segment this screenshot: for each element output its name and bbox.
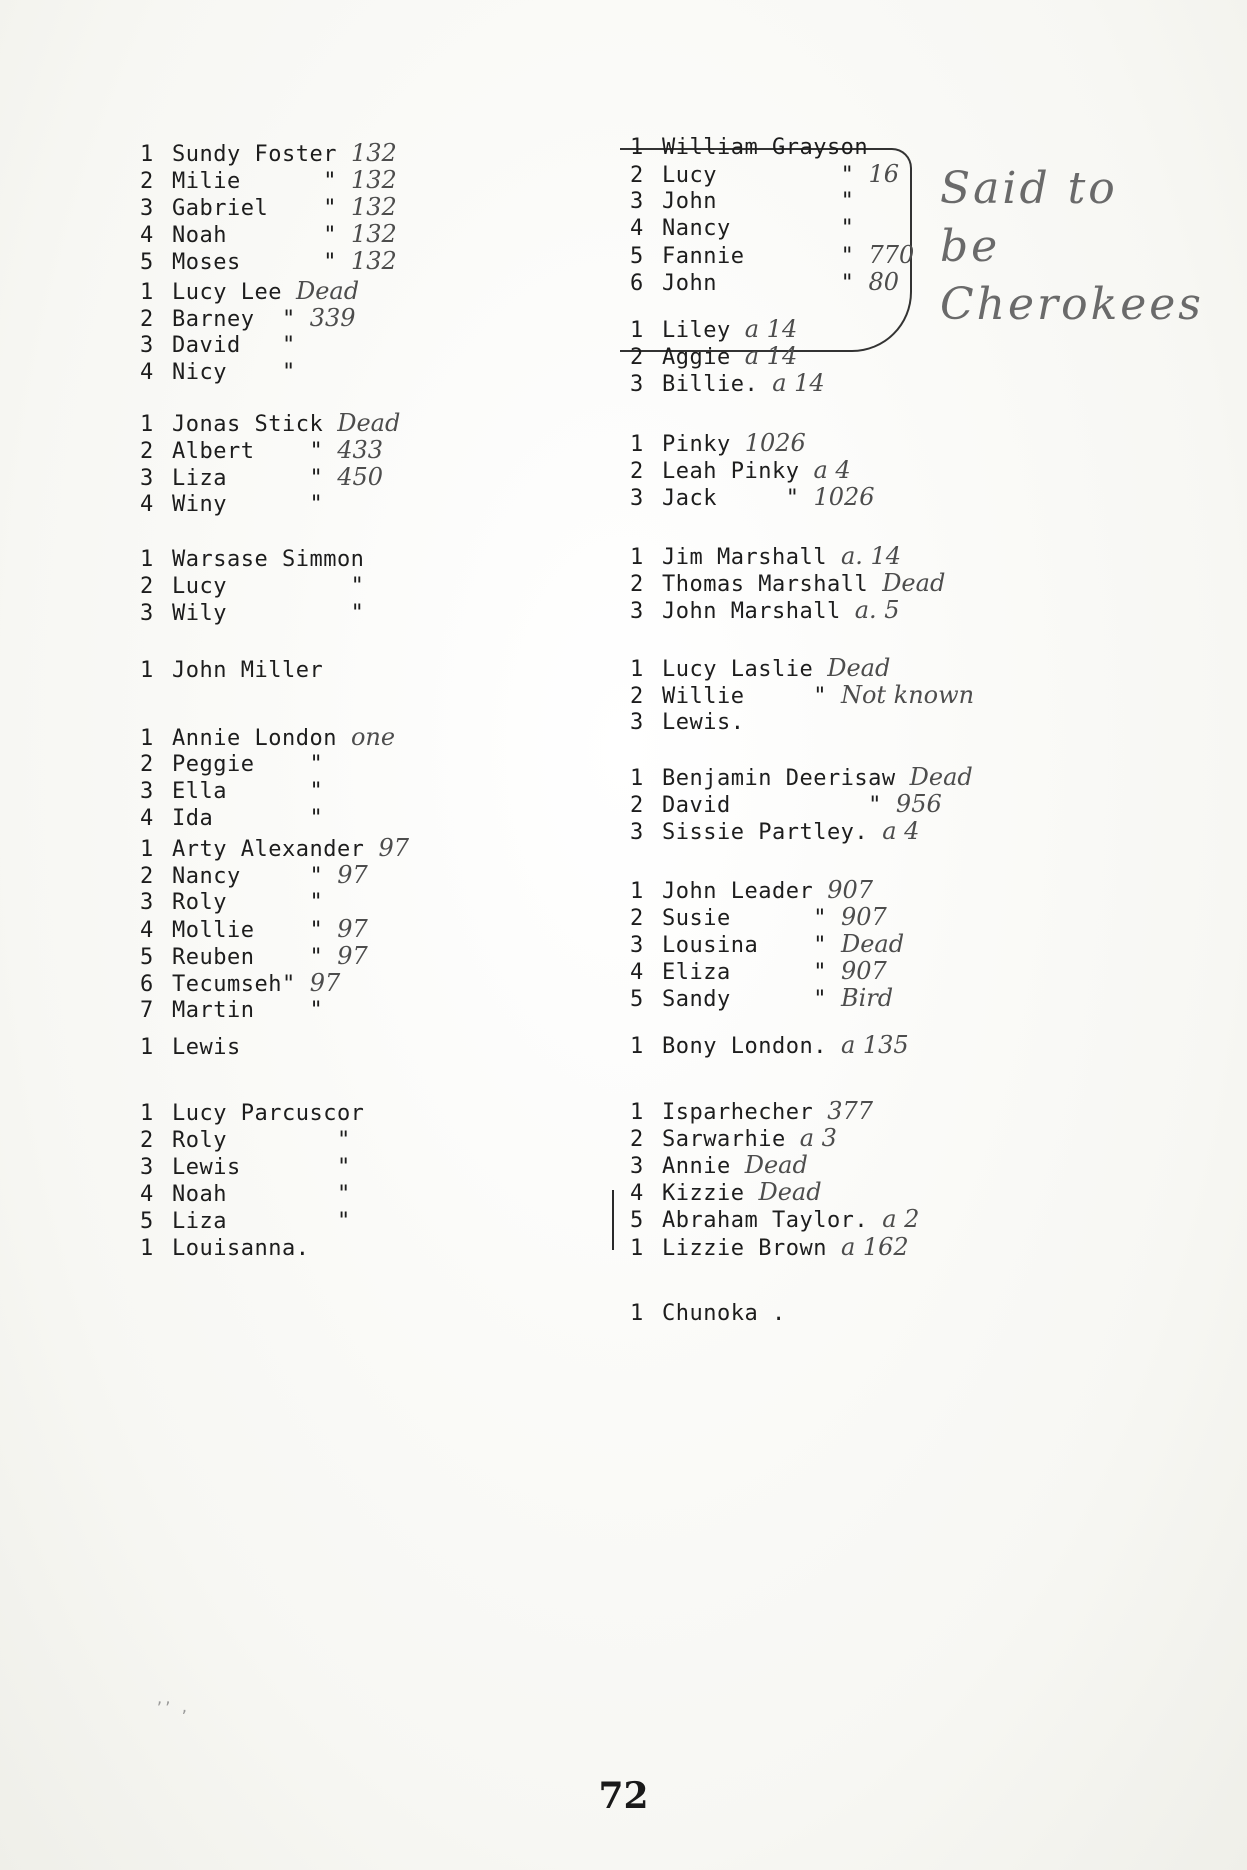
entry-number: 2	[630, 459, 644, 484]
handwritten-note: 339	[309, 304, 356, 332]
family-group	[630, 1234, 909, 1261]
entry-number: 4	[140, 1182, 154, 1207]
roll-entry	[140, 573, 364, 600]
entry-number: 2	[140, 864, 154, 889]
entry-number: 2	[140, 1128, 154, 1153]
person-name: Lousina "	[662, 933, 827, 958]
handwritten-note: 907	[840, 903, 887, 931]
entry-number: 3	[140, 333, 154, 358]
handwritten-note: Dead	[744, 1151, 808, 1179]
roll-entry	[140, 1034, 241, 1061]
person-name: Wily "	[172, 601, 365, 626]
person-name: Nicy "	[172, 360, 296, 385]
person-name: Arty Alexander	[172, 837, 365, 862]
roll-entry	[140, 943, 409, 970]
person-name: Lucy "	[662, 163, 855, 188]
family-group	[140, 1235, 309, 1262]
roll-entry	[630, 904, 904, 931]
handwritten-note: 16	[868, 160, 899, 188]
entry-number: 3	[140, 779, 154, 804]
entry-number: 5	[630, 987, 644, 1012]
person-name: William Grayson	[662, 135, 869, 160]
person-name: Milie "	[172, 169, 337, 194]
roll-entry	[140, 889, 409, 916]
entry-number: 7	[140, 998, 154, 1023]
family-group	[630, 1300, 786, 1327]
roll-entry	[630, 958, 904, 985]
roll-entry	[630, 457, 875, 484]
entry-number: 1	[630, 135, 644, 160]
entry-number: 3	[630, 599, 644, 624]
entry-number: 2	[630, 793, 644, 818]
entry-number: 4	[140, 360, 154, 385]
roll-entry	[630, 316, 825, 343]
person-name: Reuben "	[172, 945, 324, 970]
roll-entry	[630, 430, 875, 457]
roll-entry	[140, 805, 395, 832]
entry-number: 1	[630, 1301, 644, 1326]
person-name: Nancy "	[172, 864, 324, 889]
family-group	[630, 877, 904, 1012]
entry-number: 6	[140, 972, 154, 997]
roll-entry	[140, 1235, 309, 1262]
family-group	[140, 278, 359, 386]
roll-entry	[630, 343, 825, 370]
person-name: John Miller	[172, 658, 324, 683]
roll-entry	[140, 1127, 364, 1154]
entry-number: 1	[140, 280, 154, 305]
person-name: Jack "	[662, 486, 800, 511]
handwritten-note: 97	[337, 861, 368, 889]
entry-number: 1	[140, 1101, 154, 1126]
handwritten-note: Dead	[909, 763, 973, 791]
roll-entry	[630, 931, 904, 958]
person-name: Martin "	[172, 998, 324, 1023]
entry-number: 4	[140, 806, 154, 831]
roll-entry	[140, 410, 400, 437]
handwritten-note: 132	[350, 220, 397, 248]
person-name: John Marshall	[662, 599, 841, 624]
family-group	[630, 764, 973, 845]
roll-entry	[140, 724, 395, 751]
person-name: Billie.	[662, 372, 759, 397]
entry-number: 5	[140, 250, 154, 275]
roll-entry	[630, 1032, 909, 1059]
handwritten-note: 97	[309, 969, 341, 997]
person-name: Isparhecher	[662, 1100, 814, 1125]
entry-number: 3	[630, 1154, 644, 1179]
person-name: Jim Marshall	[662, 545, 827, 570]
handwritten-note: 132	[350, 139, 397, 167]
person-name: Leah Pinky	[662, 459, 800, 484]
family-group	[630, 543, 945, 624]
roll-entry	[140, 437, 400, 464]
roll-entry	[630, 1206, 919, 1233]
roll-entry	[140, 970, 409, 997]
entry-number: 4	[140, 918, 154, 943]
person-name: Aggie	[662, 345, 731, 370]
handwritten-note: Dead	[758, 1178, 822, 1206]
roll-entry	[140, 600, 364, 627]
roll-entry	[630, 1234, 909, 1261]
entry-number: 2	[630, 345, 644, 370]
entry-number: 2	[140, 169, 154, 194]
roll-entry	[140, 305, 359, 332]
entry-number: 5	[140, 1209, 154, 1234]
handwritten-note: a 3	[799, 1124, 837, 1152]
person-name: Willie "	[662, 684, 827, 709]
entry-number: 4	[630, 216, 644, 241]
roll-entry	[630, 682, 974, 709]
roll-entry	[630, 1098, 919, 1125]
entry-number: 4	[630, 960, 644, 985]
family-group	[140, 546, 364, 627]
person-name: Winy "	[172, 492, 324, 517]
person-name: Moses "	[172, 250, 337, 275]
roll-entry	[630, 570, 945, 597]
handwritten-note: a 4	[813, 456, 851, 484]
roll-entry	[140, 835, 409, 862]
left-column	[140, 0, 700, 1870]
person-name: Lewis	[172, 1035, 241, 1060]
handwritten-side-note: Said to be Cherokees	[940, 163, 1204, 330]
person-name: Benjamin Deerisaw	[662, 766, 896, 791]
person-name: Warsase Simmon	[172, 547, 365, 572]
entry-number: 3	[140, 466, 154, 491]
roll-entry	[630, 791, 973, 818]
person-name: Louisanna.	[172, 1236, 310, 1261]
handwritten-note: 1026	[744, 429, 806, 457]
family-group	[140, 410, 400, 518]
person-name: Ida "	[172, 806, 324, 831]
entry-number: 2	[630, 163, 644, 188]
handwritten-note: 770	[868, 241, 915, 269]
person-name: John "	[662, 189, 855, 214]
roll-entry	[630, 1125, 919, 1152]
family-group	[140, 657, 323, 684]
roll-entry	[140, 778, 395, 805]
person-name: Nancy "	[662, 216, 855, 241]
person-name: Lizzie Brown	[662, 1236, 827, 1261]
roll-entry	[630, 1152, 919, 1179]
family-group	[140, 835, 409, 1024]
person-name: Tecumseh"	[172, 972, 296, 997]
person-name: Roly "	[172, 1128, 351, 1153]
margin-pencil-stroke	[612, 1190, 614, 1250]
person-name: Gabriel "	[172, 196, 337, 221]
roll-entry	[140, 1100, 364, 1127]
person-name: Kizzie	[662, 1181, 745, 1206]
person-name: Lucy Parcuscor	[172, 1101, 365, 1126]
entry-number: 2	[630, 572, 644, 597]
handwritten-note: 97	[378, 834, 409, 862]
family-group	[630, 316, 825, 397]
roll-entry	[630, 818, 973, 845]
person-name: Sarwarhie	[662, 1127, 786, 1152]
entry-number: 1	[140, 1035, 154, 1060]
entry-number: 3	[630, 189, 644, 214]
roll-entry	[140, 167, 397, 194]
handwritten-note: one	[350, 723, 396, 751]
handwritten-note: 907	[840, 957, 887, 985]
entry-number: 3	[630, 820, 644, 845]
person-name: Mollie "	[172, 918, 324, 943]
roll-entry	[140, 140, 397, 167]
person-name: Thomas Marshall	[662, 572, 869, 597]
entry-number: 1	[140, 726, 154, 751]
person-name: Lewis.	[662, 710, 745, 735]
roll-entry	[140, 546, 364, 573]
entry-number: 5	[630, 244, 644, 269]
handwritten-note: 80	[868, 268, 899, 296]
roll-entry	[630, 215, 914, 242]
person-name: Roly "	[172, 890, 324, 915]
family-group	[630, 430, 875, 511]
roll-entry	[630, 242, 914, 269]
entry-number: 3	[140, 601, 154, 626]
person-name: Bony London.	[662, 1034, 827, 1059]
person-name: John Leader	[662, 879, 814, 904]
handwritten-note: a 2	[882, 1205, 920, 1233]
family-group	[630, 134, 914, 296]
entry-number: 3	[630, 933, 644, 958]
entry-number: 3	[630, 372, 644, 397]
person-name: Sissie Partley.	[662, 820, 869, 845]
entry-number: 1	[630, 1100, 644, 1125]
person-name: Peggie "	[172, 752, 324, 777]
entry-number: 1	[140, 658, 154, 683]
roll-entry	[630, 1179, 919, 1206]
handwritten-note: a 14	[772, 369, 825, 397]
entry-number: 1	[630, 657, 644, 682]
handwritten-note: a 162	[840, 1233, 909, 1261]
roll-entry	[140, 248, 397, 275]
person-name: Annie London	[172, 726, 337, 751]
person-name: David "	[662, 793, 882, 818]
stray-mark: ʼʼ ,	[155, 1700, 189, 1716]
handwritten-note: a 14	[744, 315, 798, 343]
roll-entry	[630, 269, 914, 296]
handwritten-note: Dead	[827, 654, 891, 682]
entry-number: 1	[140, 412, 154, 437]
entry-number: 1	[630, 318, 644, 343]
family-group	[630, 655, 974, 736]
handwritten-note: 132	[350, 247, 397, 275]
person-name: Barney "	[172, 307, 296, 332]
roll-entry	[630, 161, 914, 188]
roll-entry	[140, 1154, 364, 1181]
roll-entry	[140, 997, 409, 1024]
handwritten-note: 907	[827, 876, 874, 904]
handwritten-note: Not known	[840, 681, 975, 709]
entry-number: 3	[140, 890, 154, 915]
handwritten-note: 132	[350, 193, 397, 221]
person-name: Annie	[662, 1154, 731, 1179]
handwritten-note: Dead	[337, 409, 401, 437]
person-name: Abraham Taylor.	[662, 1208, 869, 1233]
entry-number: 4	[140, 223, 154, 248]
person-name: Lucy Lee	[172, 280, 282, 305]
person-name: Fannie "	[662, 244, 855, 269]
handwritten-note: 1026	[813, 483, 875, 511]
roll-entry	[140, 862, 409, 889]
person-name: Liley	[662, 318, 731, 343]
roll-entry	[630, 597, 945, 624]
handwritten-note: a. 14	[840, 542, 902, 570]
family-group	[140, 140, 397, 275]
entry-number: 2	[630, 906, 644, 931]
entry-number: 1	[630, 1034, 644, 1059]
handwritten-note: Dead	[882, 569, 946, 597]
roll-entry	[140, 1181, 364, 1208]
handwritten-note: 97	[337, 915, 368, 943]
roll-entry	[140, 194, 397, 221]
entry-number: 1	[630, 766, 644, 791]
entry-number: 2	[630, 684, 644, 709]
person-name: Pinky	[662, 432, 731, 457]
handwritten-note: 97	[337, 942, 368, 970]
roll-entry	[630, 877, 904, 904]
roll-entry	[630, 1300, 786, 1327]
roll-entry	[630, 484, 875, 511]
person-name: Noah "	[172, 1182, 351, 1207]
roll-entry	[630, 370, 825, 397]
entry-number: 1	[630, 432, 644, 457]
family-group	[630, 1098, 919, 1233]
person-name: John "	[662, 271, 855, 296]
person-name: Susie "	[662, 906, 827, 931]
roll-entry	[140, 657, 323, 684]
family-group	[140, 724, 395, 832]
entry-number: 1	[630, 545, 644, 570]
entry-number: 3	[630, 710, 644, 735]
person-name: Eliza "	[662, 960, 827, 985]
person-name: Ella "	[172, 779, 324, 804]
entry-number: 5	[630, 1208, 644, 1233]
person-name: Chunoka .	[662, 1301, 786, 1326]
entry-number: 1	[140, 837, 154, 862]
roll-entry	[630, 543, 945, 570]
family-group	[630, 1032, 909, 1059]
handwritten-note: 450	[337, 463, 384, 491]
roll-entry	[630, 709, 974, 736]
roll-entry	[630, 764, 973, 791]
entry-number: 2	[140, 439, 154, 464]
entry-number: 1	[140, 547, 154, 572]
entry-number: 1	[140, 142, 154, 167]
entry-number: 2	[630, 1127, 644, 1152]
person-name: Sandy "	[662, 987, 827, 1012]
person-name: Liza "	[172, 1209, 351, 1234]
handwritten-note: a 14	[744, 342, 798, 370]
roll-entry	[630, 188, 914, 215]
handwritten-note: Dead	[840, 930, 905, 958]
handwritten-note: Dead	[295, 277, 360, 305]
family-group	[140, 1100, 364, 1235]
roll-entry	[630, 134, 914, 161]
roll-entry	[140, 464, 400, 491]
roll-entry	[140, 751, 395, 778]
roll-entry	[630, 655, 974, 682]
entry-number: 2	[140, 307, 154, 332]
person-name: Liza "	[172, 466, 324, 491]
person-name: David "	[172, 333, 296, 358]
entry-number: 4	[630, 1181, 644, 1206]
entry-number: 4	[140, 492, 154, 517]
roll-entry	[140, 1208, 364, 1235]
entry-number: 2	[140, 574, 154, 599]
roll-entry	[140, 916, 409, 943]
entry-number: 3	[140, 196, 154, 221]
handwritten-note: 132	[350, 166, 397, 194]
roll-entry	[140, 491, 400, 518]
entry-number: 6	[630, 271, 644, 296]
entry-number: 5	[140, 945, 154, 970]
person-name: Lucy Laslie	[662, 657, 814, 682]
person-name: Sundy Foster	[172, 142, 337, 167]
entry-number: 2	[140, 752, 154, 777]
person-name: Lewis "	[172, 1155, 351, 1180]
handwritten-note: 956	[895, 790, 942, 818]
family-group	[140, 1034, 241, 1061]
handwritten-note: a 4	[882, 817, 920, 845]
roll-entry	[140, 332, 359, 359]
entry-number: 1	[630, 1236, 644, 1261]
person-name: Jonas Stick	[172, 412, 324, 437]
entry-number: 3	[140, 1155, 154, 1180]
handwritten-note: a. 5	[854, 596, 900, 624]
page-number: 72	[598, 1775, 649, 1817]
person-name: Noah "	[172, 223, 337, 248]
entry-number: 3	[630, 486, 644, 511]
handwritten-note: 377	[827, 1097, 874, 1125]
roll-entry	[630, 985, 904, 1012]
entry-number: 1	[630, 879, 644, 904]
roll-entry	[140, 359, 359, 386]
handwritten-note: Bird	[840, 984, 894, 1012]
handwritten-note: a 135	[840, 1031, 909, 1059]
roll-entry	[140, 221, 397, 248]
handwritten-note: 433	[337, 436, 384, 464]
roll-entry	[140, 278, 359, 305]
entry-number: 1	[140, 1236, 154, 1261]
person-name: Albert "	[172, 439, 324, 464]
person-name: Lucy "	[172, 574, 365, 599]
